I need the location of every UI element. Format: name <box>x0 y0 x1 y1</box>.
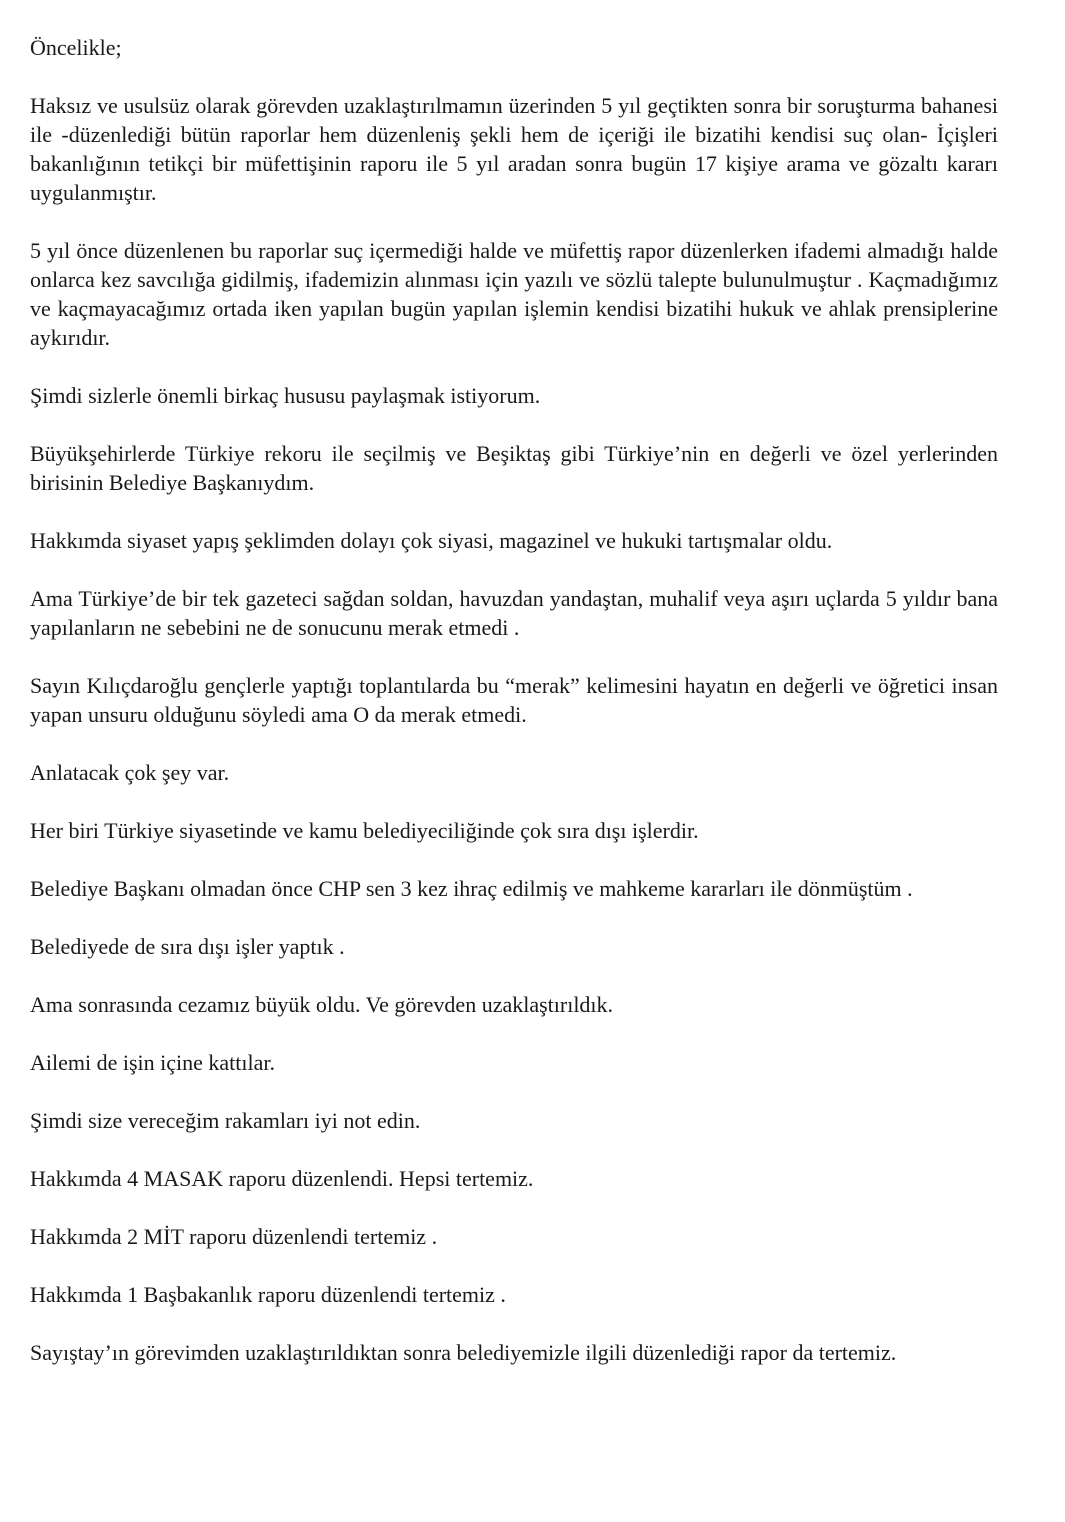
paragraph-16: Hakkımda 4 MASAK raporu düzenlendi. Hepsi tertemiz. <box>30 1166 534 1191</box>
paragraph-17: Hakkımda 2 MİT raporu düzenlendi tertemiz . <box>30 1224 438 1249</box>
paragraph-11: Belediye Başkanı olmadan önce CHP sen 3 kez ihraç edilmiş ve mahkeme kararları ile dönmüştüm . <box>30 876 913 901</box>
paragraph-15: Şimdi size vereceğim rakamları iyi not edin. <box>30 1108 421 1133</box>
paragraph-7: Ama Türkiye’de bir tek gazeteci sağdan soldan, havuzdan yandaştan, muhalif veya aşırı uçlarda 5 yıldır bana yapılanların ne sebebini ne de sonucunu merak etmedi . <box>30 586 998 640</box>
paragraph-2: Haksız ve usulsüz olarak görevden uzaklaştırılmamın üzerinden 5 yıl geçtikten sonra bir soruşturma bahanesi ile -düzenlediği bütün raporlar hem düzenleniş şekli hem de içeriği ile bizatihi kendisi suç olan- İçişleri bakanlığının tetikçi bir müfettişinin raporu ile 5 yıl aradan sonra bugün 17 kişiye arama ve gözaltı kararı uygulanmıştır. <box>30 93 998 205</box>
paragraph-12: Belediyede de sıra dışı işler yaptık . <box>30 934 345 959</box>
paragraph-6: Hakkımda siyaset yapış şeklimden dolayı çok siyasi, magazinel ve hukuki tartışmalar oldu. <box>30 528 833 553</box>
paragraph-10: Her biri Türkiye siyasetinde ve kamu belediyeciliğinde çok sıra dışı işlerdir. <box>30 818 699 843</box>
paragraph-1: Öncelikle; <box>30 35 122 60</box>
paragraph-14: Ailemi de işin içine kattılar. <box>30 1050 275 1075</box>
paragraph-3: 5 yıl önce düzenlenen bu raporlar suç içermediği halde ve müfettiş rapor düzenlerken ifademi almadığı halde onlarca kez savcılığa gidilmiş, ifademizin alınması için yazılı ve sözlü talepte bulunulmuştur . Kaçmadığımız ve kaçmayacağımız ortada iken yapılan bugün yapılan işlemin kendisi bizatihi hukuk ve ahlak prensiplerine aykırıdır. <box>30 238 998 350</box>
paragraph-19: Sayıştay’ın görevimden uzaklaştırıldıktan sonra belediyemizle ilgili düzenlediği rapor da tertemiz. <box>30 1340 897 1365</box>
paragraph-5: Büyükşehirlerde Türkiye rekoru ile seçilmiş ve Beşiktaş gibi Türkiye’nin en değerli ve özel yerlerinden birisinin Belediye Başkanıydım. <box>30 441 998 495</box>
document-page <box>30 0 998 1396</box>
paragraph-13: Ama sonrasında cezamız büyük oldu. Ve görevden uzaklaştırıldık. <box>30 992 614 1017</box>
paragraph-8: Sayın Kılıçdaroğlu gençlerle yaptığı toplantılarda bu “merak” kelimesini hayatın en değerli ve öğretici insan yapan unsuru olduğunu söyledi ama O da merak etmedi. <box>30 673 998 727</box>
paragraph-4: Şimdi sizlerle önemli birkaç hususu paylaşmak istiyorum. <box>30 383 541 408</box>
paragraph-18: Hakkımda 1 Başbakanlık raporu düzenlendi tertemiz . <box>30 1282 506 1307</box>
paragraph-9: Anlatacak çok şey var. <box>30 760 230 785</box>
